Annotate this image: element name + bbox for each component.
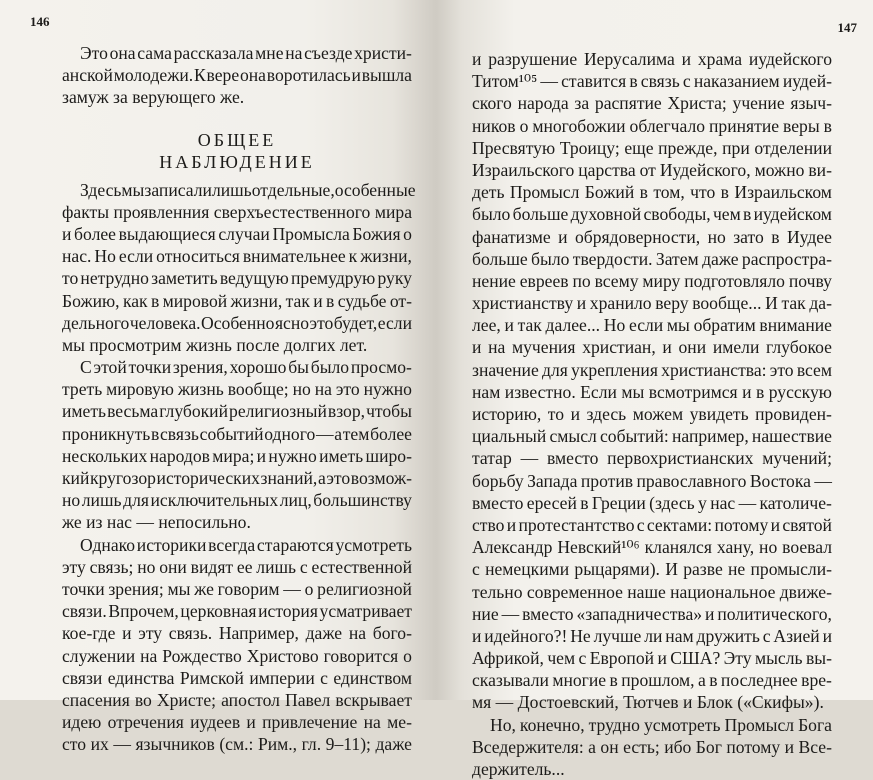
text-line: значение для укрепления христианства: это всем [472,359,832,380]
text-line: сказывали многие в прошлом, а в последнее вре- [472,670,832,691]
text-line: Вседержителя: а он есть; ибо Бог потому и Все- [472,736,832,757]
text-line: и на мучения христиан, и они имели глубокое [472,337,832,358]
text-line: нескольких народов мира; и нужно иметь широ- [62,445,412,466]
text-line: ство и протестантство с сектами: потому и святой [472,514,832,535]
section-heading [62,129,412,173]
text-line: Пресвятую Троицу; еще прежде, при отделении [472,137,832,158]
text-line: факты проявленния сверхъестественного мира [62,201,412,222]
text-line: Африкой, чем с Европой и США? Эту мысль вы- [472,648,832,669]
text-line: дельного человека. Особенно ясно это будет, если [62,312,412,333]
text-line: сто их — язычников (см.: Рим., гл. 9–11); даже [62,734,412,755]
text-line: нам известно. Если мы всмотримся и в русскую [472,381,832,402]
text-line: кий кругозор исторических знаний, а это возмож- [62,468,412,488]
text-line: мя — Достоевский, Тютчев и Блок («Скифы»). [472,692,824,713]
text-line: нас. Но если относиться внимательнее к жизни, [62,246,412,267]
text-line: связи. Впрочем, церковная история усматривает [62,601,412,622]
text-line: но лишь для исключительных лиц, большинству [62,490,412,511]
text-line: ние — вместо «западничества» и политического, [472,603,832,624]
section-heading-line: НАБЛЮДЕНИЕ [159,151,315,172]
text-line: точки зрения; мы же говорим — о религиозной [62,578,412,599]
text-line: Израильского царства от Иудейского, можно ви- [472,159,832,180]
text-line: фанатизме и обрядоверности, но зато в Иудее [472,226,832,247]
text-line: эту связь; но они видят ее лишь с естественной [62,556,412,577]
text-line: анской молодежи. К вере она воротилась и вышла [62,65,412,86]
text-line: идею отречения иудеев и привлечение на ме- [62,712,412,733]
right-text-block [472,48,832,780]
left-text-block [62,42,416,755]
text-line: Это она сама рассказала мне на съезде христи- [80,43,412,63]
text-line: Здесь мы записали лишь отдельные, особенные [80,179,416,200]
text-line: треть мировую жизнь вообще; но на это нужно [62,379,412,400]
text-line: С этой точки зрения, хорошо бы было просмо- [80,357,412,378]
page-number: 147 [837,20,857,35]
section-heading-line: ОБЩЕЕ [197,129,277,150]
text-line: кое-где и эту связь. Например, даже на бого- [62,623,412,644]
text-line: и более выдающиеся случаи Промысла Божия о [62,223,412,244]
text-line: и идейного?! Не лучше ли нам дружить с Азией и [472,625,832,646]
text-line: деть Промысл Божий в том, что в Израильском [472,182,832,203]
text-line: лее, и так далее... Но если мы обратим внимание [472,315,832,336]
text-line: держитель... [472,759,565,779]
text-line: нение евреев по всему миру подготовляло почву [472,270,832,291]
text-line: циальный смысл событий: например, нашествие [472,426,832,447]
text-line: иметь весьма глубокий религиозный взор, чтобы [62,401,412,422]
text-line: мы просмотрим жизнь после долгих лет. [62,334,368,355]
text-line: спасения во Христе; апостол Павел вскрывает [62,689,412,710]
text-line: и разрушение Иерусалима и храма иудейского [472,49,832,69]
text-line: с немецкими рыцарями). И разве не промысли- [472,559,832,580]
text-line: татар — вместо первохристианских мучений; [472,448,832,469]
text-line: больше было твердости. Затем даже распростра- [472,248,832,269]
text-line: то нетрудно заметить ведущую премудрую руку [62,268,412,289]
text-line: борьбу Запада против православного Востока — [472,470,832,491]
text-line: было больше духовной свободы, чем в иудейском [472,204,832,225]
text-line: тельно современное наше национальное движе- [472,581,832,602]
text-line: проникнуть в связь событий одного — а тем более [62,423,412,444]
text-line: ников о многобожии облегчало принятие веры в [472,115,832,136]
text-line: Титом¹⁰⁵ — ставится в связь с наказанием иудей- [472,71,832,92]
text-line: Но, конечно, трудно усмотреть Промысл Бога [490,714,832,735]
text-line: вместо ересей в Греции (здесь у нас — католиче- [472,492,832,513]
text-line: замуж за верующего же. [62,87,245,108]
left-page [0,0,436,755]
right-page [436,0,873,779]
text-line: Божию, как в мировой жизни, так и в судьбе от- [62,290,412,311]
text-line: историю, то и здесь можем увидеть провиден- [472,404,832,424]
text-line: связи единства Римской империи с единством [62,667,412,688]
text-line: христианству и хранило веру вообще... И так да- [472,293,832,314]
text-line: же из нас — непосильно. [62,512,251,533]
text-line: Александр Невский¹⁰⁶ кланялся хану, но воевал [472,537,832,558]
text-line: Однако историки всегда стараются усмотреть [80,534,412,555]
text-line: служении на Рождество Христово говорится о [62,645,412,666]
page-number: 146 [30,14,50,29]
text-line: ского народа за распятие Христа; учение языч- [472,93,832,114]
